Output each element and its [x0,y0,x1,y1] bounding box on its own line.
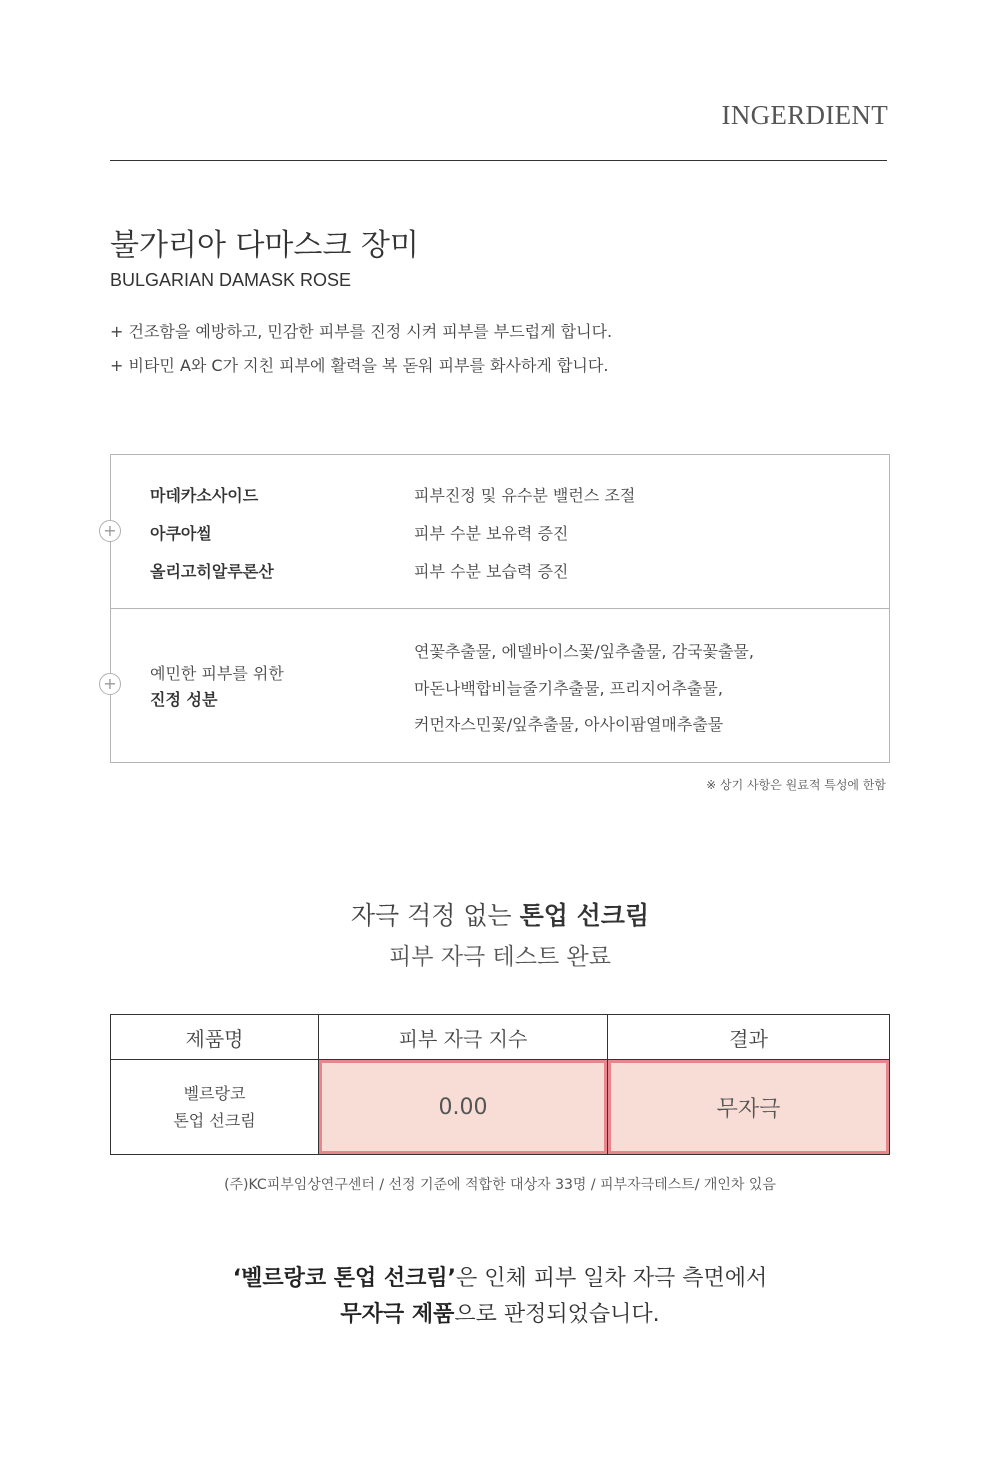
product-name-line: 톤업 선크림 [173,1111,256,1130]
section-title: INGERDIENT [721,100,888,130]
sensitive-label: 예민한 피부를 위한 [150,664,284,683]
key-ingredient-name: 올리고히알루론산 [150,562,274,581]
benefit-item: + 건조함을 예방하고, 민감한 피부를 진정 시켜 피부를 부드럽게 합니다. [110,322,613,341]
conclusion-product: ‘벨르랑코 톤업 선크림’ [232,1266,457,1291]
benefit-list [110,320,612,388]
conclusion-verdict: 무자극 제품 [340,1302,455,1327]
key-ingredient-effect: 피부 수분 보습력 증진 [414,562,569,581]
sensitive-label-bold: 진정 성분 [150,690,218,709]
table-header-result: 결과 [608,1015,890,1060]
sensitive-ingredient-line: 마돈나백합비늘줄기추출물, 프리지어추출물, [414,679,723,698]
product-name-cell [111,1060,319,1155]
ingredient-name-ko: 불가리아 다마스크 장미 [110,228,419,263]
plus-circle-icon: + [99,520,121,542]
conclusion-line2-rest: 으로 판정되었습니다. [454,1302,660,1327]
key-ingredient-effect: 피부 수분 보유력 증진 [414,524,569,543]
ingredients-box [103,454,890,763]
test-headline-bold: 톤업 선크림 [519,901,650,930]
test-headline-normal: 자극 걱정 없는 [350,901,520,930]
table-header-index: 피부 자극 지수 [319,1015,608,1060]
conclusion-line1-rest: 은 인체 피부 일차 자극 측면에서 [456,1266,768,1291]
conclusion-text [0,1261,1000,1333]
header-divider [110,160,887,161]
sensitive-ingredient-line: 연꽃추출물, 에델바이스꽃/잎추출물, 감국꽃출물, [414,642,754,661]
irritation-index-value: 0.00 [319,1060,608,1155]
test-subheadline: 피부 자극 테스트 완료 [389,944,611,970]
sensitive-ingredient-line: 커먼자스민꽃/잎추출물, 아사이팜열매추출물 [414,715,724,734]
disclaimer-note: ※ 상기 사항은 원료적 특성에 한함 [706,778,886,792]
test-headline [0,896,1000,932]
table-header-product: 제품명 [111,1015,319,1060]
test-result-value: 무자극 [608,1060,890,1155]
key-ingredient-effect: 피부진정 및 유수분 밸런스 조절 [414,486,636,505]
plus-circle-icon: + [99,673,121,695]
product-name-line: 벨르랑코 [183,1084,246,1103]
conclusion-line [0,1297,1000,1333]
conclusion-line [0,1261,1000,1297]
irritation-test-table [110,1014,890,1155]
box-divider [111,608,889,609]
key-ingredient-name: 마데카소사이드 [150,486,259,505]
key-ingredient-name: 아쿠아씰 [150,524,212,543]
benefit-item: + 비타민 A와 C가 지친 피부에 활력을 복 돋워 피부를 화사하게 합니다. [110,356,609,375]
ingredient-name-en: BULGARIAN DAMASK ROSE [110,270,352,290]
test-source: (주)KC피부임상연구센터 / 선정 기준에 적합한 대상자 33명 / 피부자극테스트/ 개인차 있음 [224,1177,776,1193]
